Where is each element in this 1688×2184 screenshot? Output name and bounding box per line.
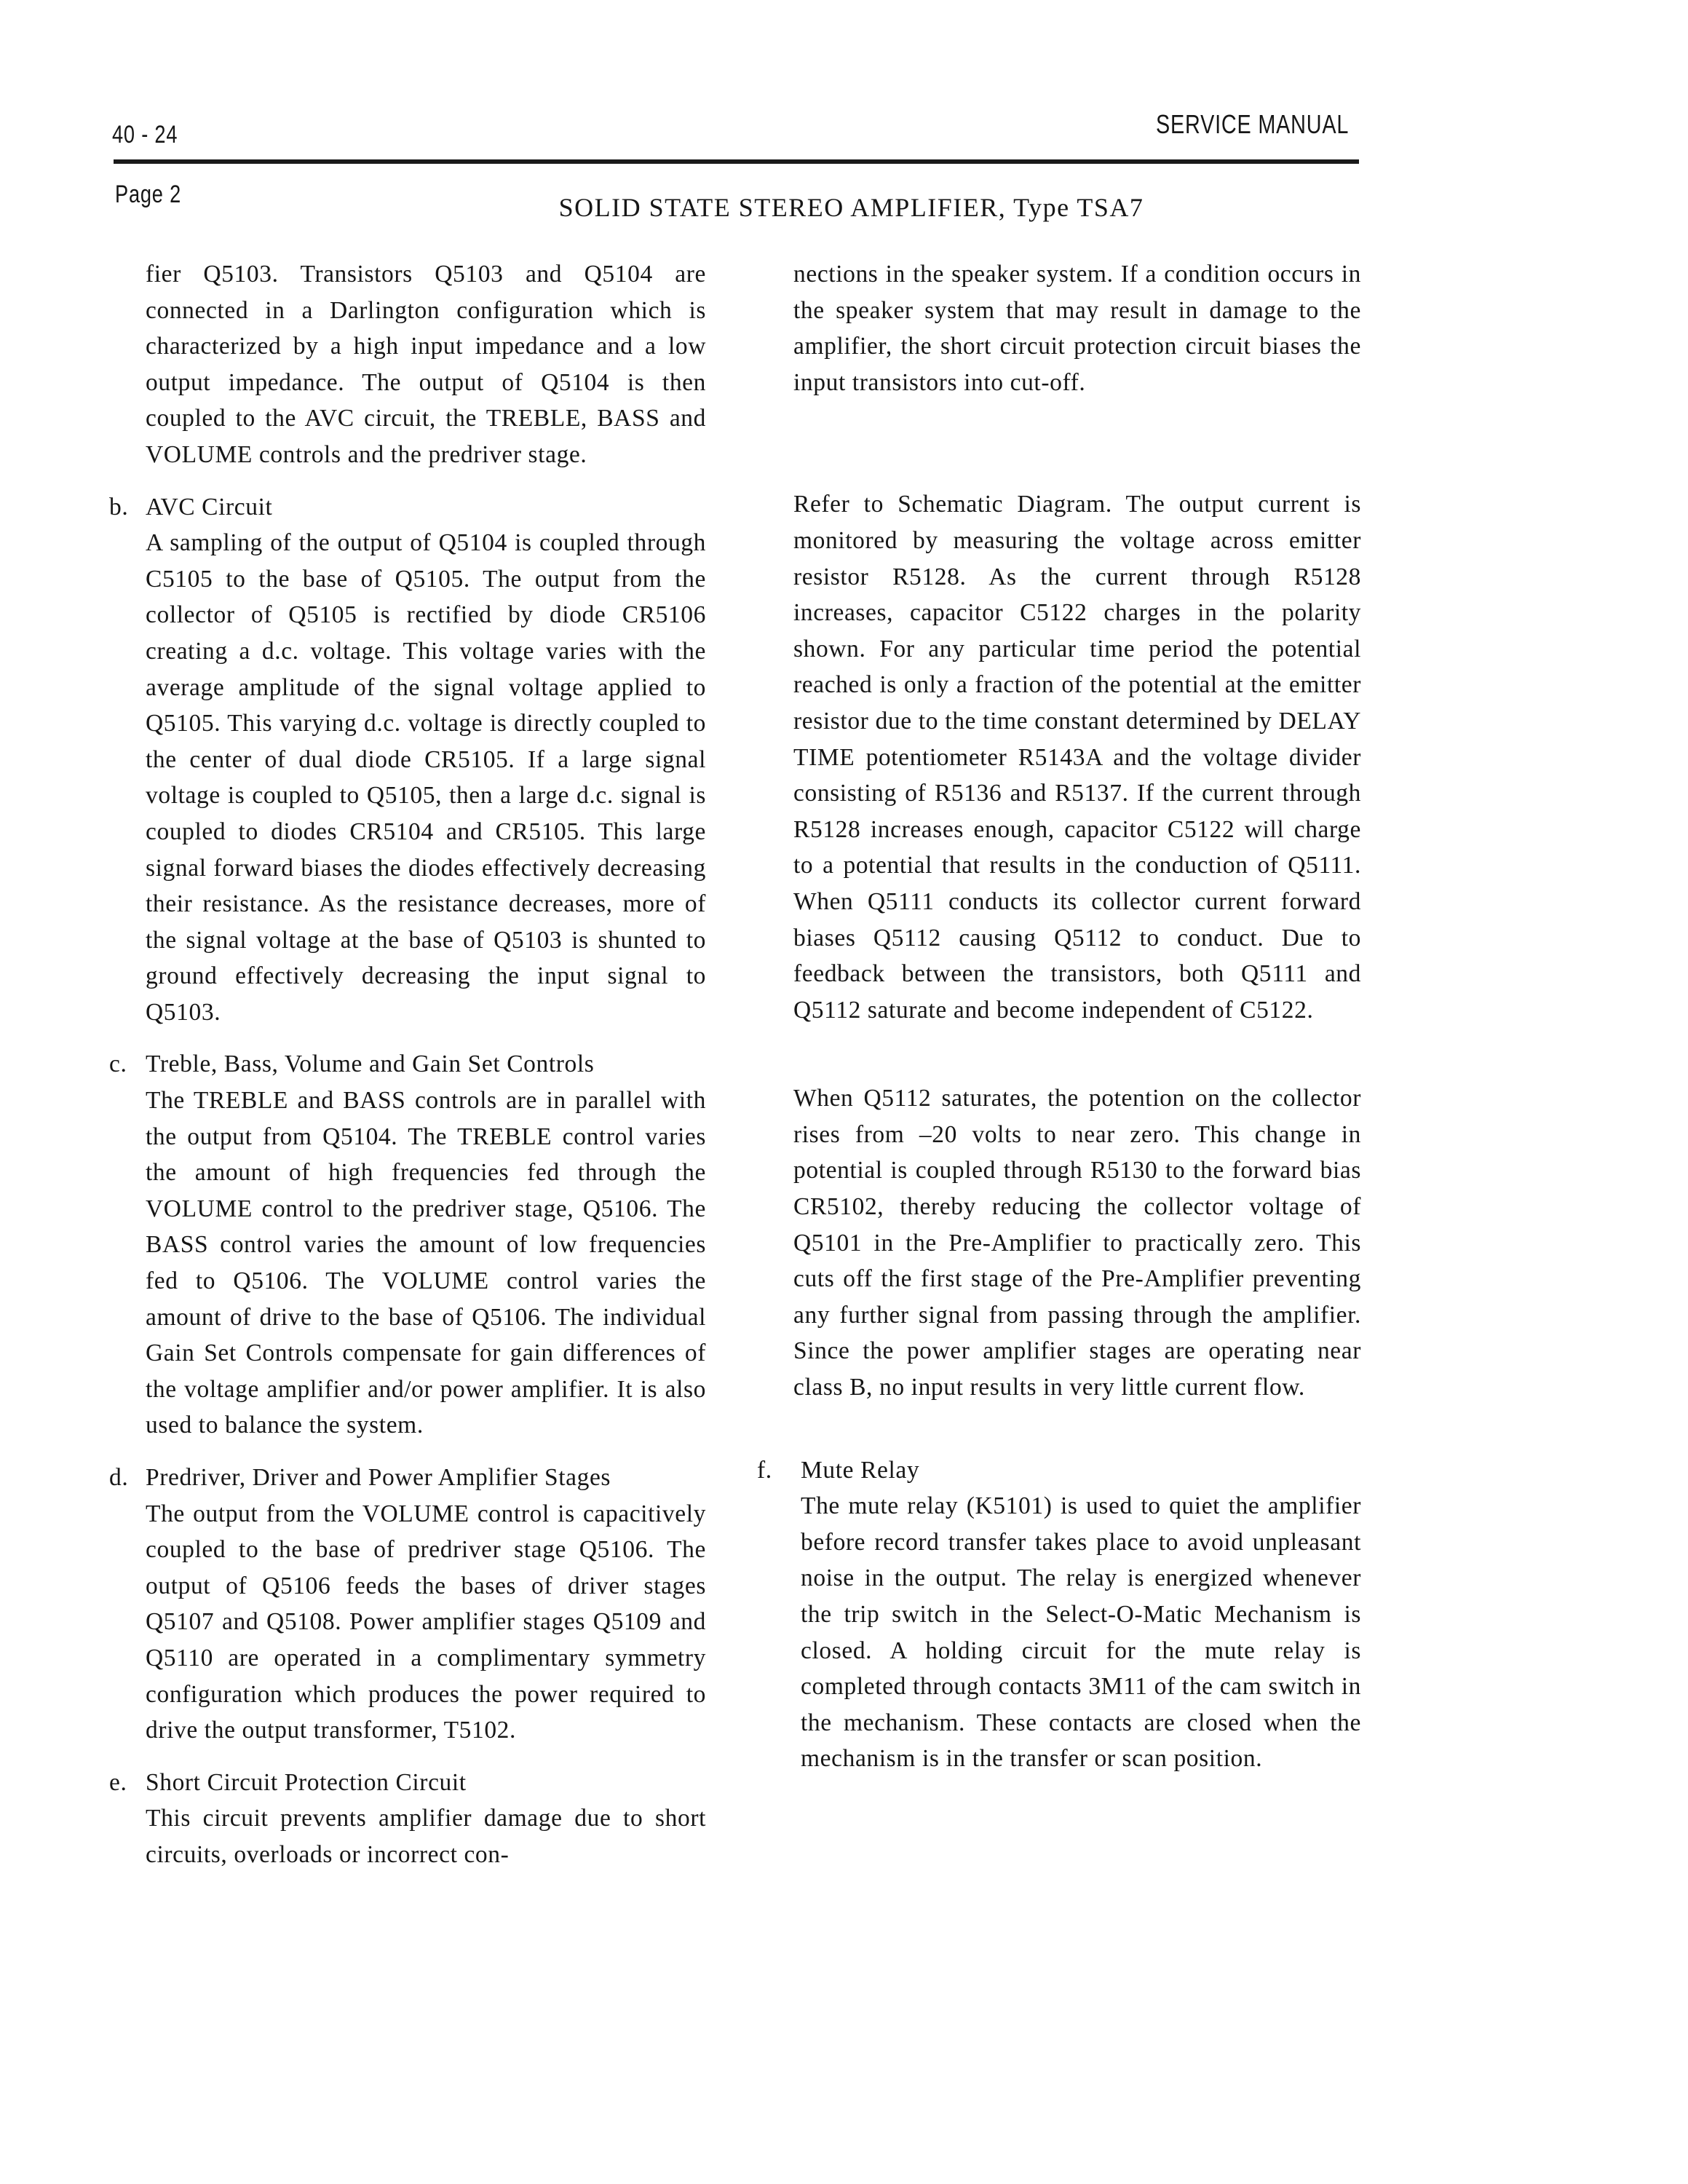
item-amplifier-stages	[109, 1460, 706, 1749]
intro-paragraph: fier Q5103. Transistors Q5103 and Q5104 are connected in a Darlington configuration which is characterized by a high input impedance and a low output impedance. The output of Q5104 is then coupled to the AVC circuit, the TREBLE, BASS and VOLUME controls and the predriver stage.	[146, 261, 706, 468]
item-text: The mute relay (K5101) is used to quiet the amplifier before record transfer takes place to avoid unpleasant noise in the output. The relay is energized whenever the trip switch in the Select-O-Matic Mechanism is closed. A holding circuit for the mute relay is completed through contacts 3M11 of the cam switch in the mechanism. These contacts are closed when the mechanism is in the transfer or scan position.	[801, 1492, 1361, 1773]
page-number: 40 - 24	[112, 121, 178, 149]
item-text: The output from the VOLUME control is capacitively coupled to the base of predriver stage Q5106. The output of Q5106 feeds the bases of driver stages Q5107 and Q5108. Power amplifier stages Q5109 and Q5110 are operated in a complimentary symmetry configuration which produces the power required to drive the output transformer, T5102.	[146, 1500, 706, 1744]
item-text: A sampling of the output of Q5104 is coupled through C5105 to the base of Q5105. The output from the collector of Q5105 is rectified by diode CR5106 creating a d.c. voltage. This voltage varies with the average amplitude of the signal voltage applied to Q5105. This varying d.c. voltage is directly coupled to the center of dual diode CR5105. If a large signal voltage is coupled to Q5105, then a large d.c. signal is coupled to diodes CR5104 and CR5105. This large signal forward biases the diodes effectively decreasing their resistance. As the resistance decreases, more of the signal voltage at the base of Q5103 is shunted to ground effectively decreasing the input signal to Q5103.	[146, 529, 706, 1026]
schematic-paragraph: Refer to Schematic Diagram. The output current is monitored by measuring the voltage across emitter resistor R5128. As the current through R5128 increases, capacitor C5122 charges in the polarity shown. For any particular time period the potential reached is only a fraction of the potential at the emitter resistor due to the time constant determined by DELAY TIME potentiometer R5143A and the voltage divider consisting of R5136 and R5137. If the current through R5128 increases enough, capacitor C5122 will charge to a potential that results in the conduction of Q5111. When Q5111 conducts its collector current forward biases Q5112 causing Q5112 to conduct. Due to feedback between the transistors, both Q5111 and Q5112 saturate and become independent of C5122.	[793, 491, 1361, 1024]
item-letter: f.	[757, 1456, 772, 1484]
page-label: Page 2	[115, 181, 182, 208]
saturation-paragraph: When Q5112 saturates, the potention on the collector rises from –20 volts to near zero. This change in potential is coupled through R5130 to the forward bias CR5102, thereby reducing the collector voltage of Q5101 in the Pre-Amplifier to practically zero. This cuts off the first stage of the Pre-Amplifier preventing any further signal from passing through the amplifier. Since the power amplifier stages are operating near class B, no input results in very little current flow.	[793, 1085, 1361, 1401]
item-title: Short Circuit Protection Circuit	[146, 1768, 467, 1796]
item-title: Mute Relay	[801, 1456, 920, 1484]
manual-title: SERVICE MANUAL	[1156, 109, 1350, 139]
item-letter: c.	[109, 1051, 127, 1078]
item-title: Treble, Bass, Volume and Gain Set Controls	[146, 1051, 595, 1078]
item-letter: b.	[109, 493, 129, 521]
item-text: This circuit prevents amplifier damage due to short circuits, overloads or incorrect con-	[146, 1805, 706, 1868]
item-mute-relay	[757, 1452, 1361, 1777]
left-column	[109, 256, 706, 1873]
section-title: SOLID STATE STEREO AMPLIFIER, Type TSA7	[558, 193, 1144, 222]
header-rule	[114, 159, 1359, 164]
item-tone-controls	[109, 1046, 706, 1444]
item-title: Predriver, Driver and Power Amplifier Stages	[146, 1464, 611, 1491]
right-column	[757, 256, 1361, 1777]
item-avc-circuit	[109, 489, 706, 1031]
item-letter: e.	[109, 1768, 127, 1796]
item-title: AVC Circuit	[146, 493, 273, 521]
item-letter: d.	[109, 1464, 129, 1491]
item-text: The TREBLE and BASS controls are in parallel with the output from Q5104. The TREBLE control varies the amount of high frequencies fed through the VOLUME control to the predriver stage, Q5106. The BASS control varies the amount of low frequencies fed to Q5106. The VOLUME control varies the amount of drive to the base of Q5106. The individual Gain Set Controls compensate for gain differences of the voltage amplifier and/or power amplifier. It is also used to balance the system.	[146, 1087, 706, 1439]
speaker-paragraph: nections in the speaker system. If a condition occurs in the speaker system that may result in damage to the amplifier, the short circuit protection circuit biases the input transistors into cut-off.	[793, 261, 1361, 396]
item-short-circuit-protection	[109, 1765, 706, 1873]
